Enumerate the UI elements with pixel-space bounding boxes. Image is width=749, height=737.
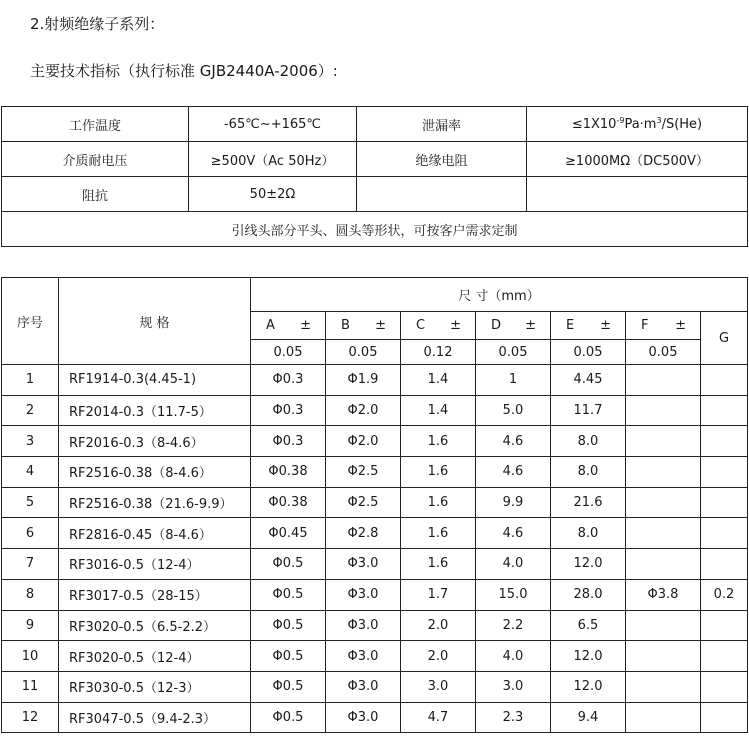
- table-cell: [701, 518, 748, 549]
- table-row: [2, 702, 748, 733]
- table-cell: 12.0: [551, 671, 626, 702]
- table-row: [2, 610, 748, 641]
- col-tolerance: 0.05: [251, 340, 326, 365]
- col-letter: C: [416, 318, 426, 333]
- table-cell: 4: [2, 457, 59, 488]
- table-cell: 15.0: [476, 579, 551, 610]
- table-cell: [701, 365, 748, 396]
- table-cell: Φ0.45: [251, 518, 326, 549]
- table-cell: 2.0: [401, 641, 476, 672]
- table-row: [2, 579, 748, 610]
- leak-prefix: ≤1X10: [571, 116, 617, 132]
- table-cell: 2.2: [476, 610, 551, 641]
- table-cell: Φ0.5: [251, 671, 326, 702]
- table-cell: 1.6: [401, 487, 476, 518]
- plus-minus: ±: [300, 318, 311, 333]
- table-row: [2, 365, 748, 396]
- table-cell: 5: [2, 487, 59, 518]
- table-cell: 0.2: [701, 579, 748, 610]
- col-letter-header: [476, 312, 551, 340]
- table-row: [2, 641, 748, 672]
- table-cell: Φ2.5: [326, 457, 401, 488]
- table-cell: [626, 426, 701, 457]
- table-cell: Φ3.0: [326, 702, 401, 733]
- spec-row: [2, 177, 748, 212]
- col-letter-header: [251, 312, 326, 340]
- table-cell: 1.4: [401, 395, 476, 426]
- table-row: [2, 426, 748, 457]
- col-letter-header: [626, 312, 701, 340]
- table-cell: Φ1.9: [326, 365, 401, 396]
- leak-unit: Pa·m: [624, 116, 657, 132]
- spec-row: [2, 142, 748, 177]
- col-letter: E: [566, 318, 575, 333]
- table-cell: Φ3.0: [326, 610, 401, 641]
- table-cell: 1.4: [401, 365, 476, 396]
- spec-label: 绝缘电阻: [357, 142, 527, 177]
- dimensions-table: [1, 277, 748, 733]
- table-cell: 8: [2, 579, 59, 610]
- table-cell: Φ0.5: [251, 549, 326, 580]
- col-tolerance: 0.05: [626, 340, 701, 365]
- spec-label: 阻抗: [2, 177, 189, 212]
- table-cell: Φ3.8: [626, 579, 701, 610]
- col-letter: F: [641, 318, 649, 333]
- table-cell: [626, 365, 701, 396]
- table-cell: Φ0.3: [251, 365, 326, 396]
- col-letter: A: [266, 318, 275, 333]
- col-letter-header: [326, 312, 401, 340]
- table-cell: [626, 518, 701, 549]
- spec-note: 引线头部分平头、圆头等形状，可按客户需求定制: [2, 212, 748, 247]
- table-cell: RF3047-0.5（9.4-2.3）: [59, 702, 251, 733]
- col-letter: B: [341, 318, 350, 333]
- table-row: [2, 549, 748, 580]
- table-cell: 1: [2, 365, 59, 396]
- table-cell: RF2516-0.38（8-4.6）: [59, 457, 251, 488]
- table-cell: 8.0: [551, 518, 626, 549]
- spec-label: 工作温度: [2, 107, 189, 142]
- table-cell: 5.0: [476, 395, 551, 426]
- table-cell: RF2816-0.45（8-4.6）: [59, 518, 251, 549]
- table-cell: 3.0: [476, 671, 551, 702]
- table-cell: Φ0.3: [251, 395, 326, 426]
- table-cell: Φ3.0: [326, 549, 401, 580]
- table-cell: 4.6: [476, 457, 551, 488]
- table-cell: [701, 426, 748, 457]
- col-tolerance: 0.05: [476, 340, 551, 365]
- table-cell: RF1914-0.3(4.45-1): [59, 365, 251, 396]
- table-cell: 4.0: [476, 549, 551, 580]
- table-cell: 4.6: [476, 426, 551, 457]
- col-header-size: 尺 寸（mm）: [251, 278, 748, 312]
- table-cell: [626, 641, 701, 672]
- table-cell: [626, 487, 701, 518]
- col-header-spec: 规 格: [59, 278, 251, 365]
- table-cell: [701, 671, 748, 702]
- table-cell: RF3017-0.5（28-15）: [59, 579, 251, 610]
- plus-minus: ±: [525, 318, 536, 333]
- header-row: [2, 278, 748, 312]
- table-cell: [701, 457, 748, 488]
- table-cell: [701, 641, 748, 672]
- table-cell: Φ2.0: [326, 395, 401, 426]
- table-cell: 1.6: [401, 457, 476, 488]
- table-cell: 6.5: [551, 610, 626, 641]
- table-row: [2, 395, 748, 426]
- table-cell: 11: [2, 671, 59, 702]
- spec-label: 泄漏率: [357, 107, 527, 142]
- table-cell: 4.6: [476, 518, 551, 549]
- table-cell: 8.0: [551, 457, 626, 488]
- table-cell: Φ0.5: [251, 579, 326, 610]
- table-cell: 8.0: [551, 426, 626, 457]
- table-cell: 3.0: [401, 671, 476, 702]
- plus-minus: ±: [600, 318, 611, 333]
- table-cell: 1: [476, 365, 551, 396]
- section-title: 2.射频绝缘子系列：: [30, 15, 165, 33]
- table-cell: [626, 671, 701, 702]
- table-cell: Φ3.0: [326, 641, 401, 672]
- table-cell: 28.0: [551, 579, 626, 610]
- table-cell: [626, 457, 701, 488]
- table-cell: 2.0: [401, 610, 476, 641]
- table-cell: 2.3: [476, 702, 551, 733]
- col-letter-header: [401, 312, 476, 340]
- table-cell: RF2516-0.38（21.6-9.9）: [59, 487, 251, 518]
- table-cell: Φ0.5: [251, 641, 326, 672]
- leak-unit-exponent: 3: [656, 115, 662, 125]
- table-cell: 9: [2, 610, 59, 641]
- table-cell: 4.45: [551, 365, 626, 396]
- spec-value: ≥1000MΩ（DC500V）: [527, 142, 748, 177]
- table-cell: 4.0: [476, 641, 551, 672]
- table-row: [2, 457, 748, 488]
- table-cell: RF3016-0.5（12-4）: [59, 549, 251, 580]
- spec-empty-cell: [527, 177, 748, 212]
- spec-row: [2, 107, 748, 142]
- table-cell: Φ0.38: [251, 457, 326, 488]
- table-cell: 12: [2, 702, 59, 733]
- table-cell: Φ0.5: [251, 702, 326, 733]
- table-cell: 12.0: [551, 549, 626, 580]
- spec-value: ≥500V（Ac 50Hz）: [189, 142, 357, 177]
- table-cell: RF2016-0.3（8-4.6）: [59, 426, 251, 457]
- table-cell: [626, 610, 701, 641]
- table-cell: [701, 395, 748, 426]
- table-cell: [701, 702, 748, 733]
- spec-value: -65℃~+165℃: [189, 107, 357, 142]
- table-cell: [626, 395, 701, 426]
- table-cell: 1.6: [401, 518, 476, 549]
- spec-label: 介质耐电压: [2, 142, 189, 177]
- spec-value-leak-rate: [527, 107, 748, 142]
- spec-subtitle: 主要技术指标（执行标准 GJB2440A-2006）:: [30, 62, 338, 80]
- plus-minus: ±: [450, 318, 461, 333]
- spec-value: 50±2Ω: [189, 177, 357, 212]
- table-row: [2, 487, 748, 518]
- col-header-no: 序号: [2, 278, 59, 365]
- table-cell: RF3030-0.5（12-3）: [59, 671, 251, 702]
- table-cell: 1.6: [401, 549, 476, 580]
- table-row: [2, 518, 748, 549]
- table-cell: Φ3.0: [326, 671, 401, 702]
- table-cell: Φ2.5: [326, 487, 401, 518]
- table-row: [2, 671, 748, 702]
- spec-note-row: [2, 212, 748, 247]
- table-cell: 1.7: [401, 579, 476, 610]
- table-cell: 12.0: [551, 641, 626, 672]
- plus-minus: ±: [375, 318, 386, 333]
- table-cell: Φ0.5: [251, 610, 326, 641]
- table-cell: 3: [2, 426, 59, 457]
- table-cell: Φ2.8: [326, 518, 401, 549]
- col-tolerance: 0.12: [401, 340, 476, 365]
- col-letter-header: [551, 312, 626, 340]
- table-cell: [701, 487, 748, 518]
- table-cell: RF2014-0.3（11.7-5）: [59, 395, 251, 426]
- leak-exponent: -9: [616, 115, 625, 125]
- table-cell: 1.6: [401, 426, 476, 457]
- plus-minus: ±: [675, 318, 686, 333]
- table-cell: [701, 549, 748, 580]
- col-tolerance: 0.05: [326, 340, 401, 365]
- table-cell: 9.9: [476, 487, 551, 518]
- specifications-table: [1, 106, 748, 247]
- table-cell: 4.7: [401, 702, 476, 733]
- leak-suffix: /S(He): [661, 116, 703, 132]
- table-cell: Φ2.0: [326, 426, 401, 457]
- col-header-g: G: [701, 312, 748, 365]
- table-cell: Φ0.38: [251, 487, 326, 518]
- table-cell: 9.4: [551, 702, 626, 733]
- table-cell: 10: [2, 641, 59, 672]
- table-cell: [626, 702, 701, 733]
- col-tolerance: 0.05: [551, 340, 626, 365]
- table-cell: 6: [2, 518, 59, 549]
- col-letter: D: [491, 318, 502, 333]
- table-cell: [626, 549, 701, 580]
- table-cell: [701, 610, 748, 641]
- table-cell: Φ3.0: [326, 579, 401, 610]
- spec-empty-cell: [357, 177, 527, 212]
- table-cell: Φ0.3: [251, 426, 326, 457]
- table-cell: RF3020-0.5（6.5-2.2）: [59, 610, 251, 641]
- table-cell: 21.6: [551, 487, 626, 518]
- table-cell: RF3020-0.5（12-4）: [59, 641, 251, 672]
- table-cell: 11.7: [551, 395, 626, 426]
- table-cell: 7: [2, 549, 59, 580]
- table-cell: 2: [2, 395, 59, 426]
